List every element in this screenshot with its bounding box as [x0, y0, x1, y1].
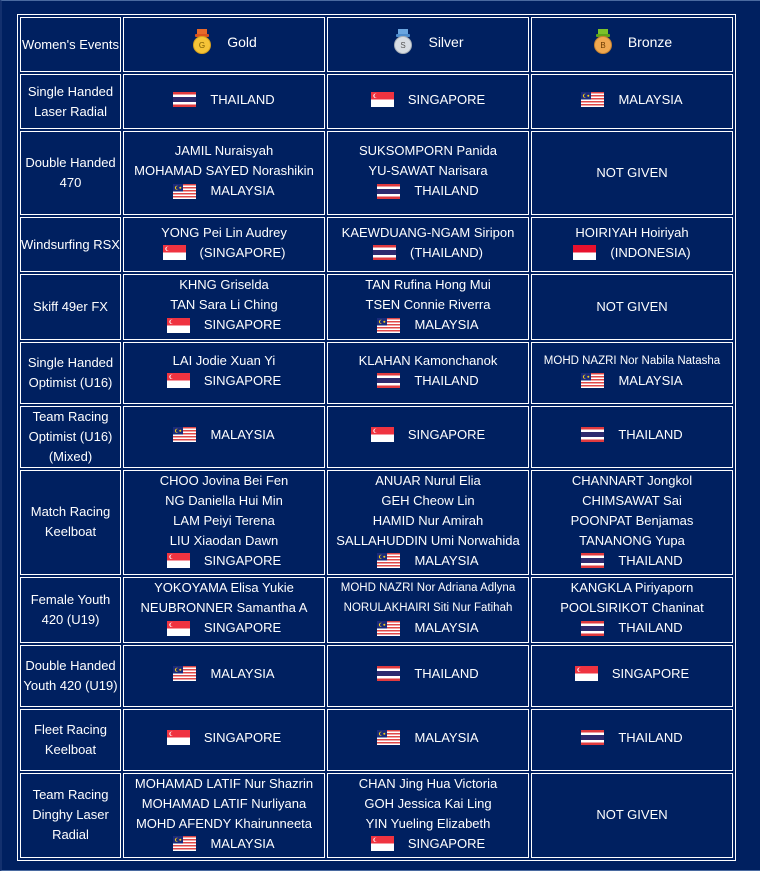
event-row — [20, 645, 733, 707]
bronze-medal-cell — [531, 709, 733, 771]
athlete-name: POONPAT Benjamas — [570, 512, 694, 528]
event-name: Skiff 49er FX — [33, 298, 108, 314]
bronze-medal-icon — [592, 29, 614, 55]
event-name: Single Handed Optimist (U16) — [27, 354, 114, 390]
country-line — [581, 728, 682, 748]
country-line — [377, 664, 478, 684]
bronze-medal-cell — [531, 773, 733, 859]
malaysia-flag-icon — [377, 553, 400, 568]
athlete-name: NG Daniella Hui Min — [165, 492, 283, 508]
silver-medal-cell — [327, 131, 529, 215]
silver-column-header — [327, 17, 529, 72]
country-line — [371, 90, 485, 110]
thailand-flag-icon — [581, 621, 604, 636]
event-name-cell — [20, 645, 121, 707]
event-name-cell — [20, 470, 121, 576]
event-name: Match Racing Keelboat — [30, 504, 111, 540]
bronze-medal-cell — [531, 274, 733, 340]
athlete-name: LAI Jodie Xuan Yi — [172, 352, 276, 368]
athlete-name: JAMIL Nuraisyah — [174, 143, 274, 159]
silver-medal-cell — [327, 217, 529, 272]
bronze-medal-cell — [531, 645, 733, 707]
silver-medal-cell — [327, 645, 529, 707]
athlete-name: KAEWDUANG-NGAM Siripon — [341, 224, 515, 240]
silver-medal-cell — [327, 709, 529, 771]
country-line — [573, 243, 690, 263]
country-name: THAILAND — [414, 372, 479, 388]
silver-medal-icon — [392, 29, 414, 55]
silver-medal-cell — [327, 470, 529, 576]
event-name: Double Handed Youth 420 (U19) — [23, 657, 118, 693]
event-name: Fleet Racing Keelboat — [34, 721, 107, 757]
country-name: MALAYSIA — [414, 620, 479, 635]
thailand-flag-icon — [173, 92, 196, 107]
event-row — [20, 131, 733, 215]
country-line — [173, 664, 274, 684]
singapore-flag-icon — [575, 666, 598, 681]
country-name: MALAYSIA — [618, 91, 683, 107]
country-name: SINGAPORE — [203, 552, 282, 568]
country-name: (THAILAND) — [410, 244, 483, 260]
country-name: MALAYSIA — [210, 665, 275, 681]
medal-table — [17, 14, 736, 861]
athlete-name: ANUAR Nurul Elia — [375, 472, 481, 488]
event-name: Team Racing Optimist (U16) (Mixed) — [28, 408, 113, 464]
athlete-name: TANANONG Yupa — [579, 532, 685, 548]
country-name: SINGAPORE — [203, 372, 282, 388]
country-name: THAILAND — [618, 620, 683, 635]
silver-medal-cell — [327, 74, 529, 129]
athlete-name: SALLAHUDDIN Umi Norwahida — [336, 532, 520, 548]
event-name-cell — [20, 773, 121, 859]
event-name: Windsurfing RSX — [21, 236, 120, 252]
malaysia-flag-icon — [581, 373, 604, 388]
indonesia-flag-icon — [573, 245, 596, 260]
athlete-name: CHANNART Jongkol — [571, 472, 693, 488]
bronze-medal-cell — [531, 470, 733, 576]
singapore-flag-icon — [167, 373, 190, 388]
athlete-name: MOHAMAD SAYED Norashikin — [134, 163, 314, 179]
bronze-medal-cell — [531, 217, 733, 272]
gold-medal-cell — [123, 709, 325, 771]
country-name: MALAYSIA — [210, 183, 275, 199]
athlete-name: TAN Rufina Hong Mui — [365, 277, 491, 292]
gold-medal-cell — [123, 406, 325, 468]
gold-medal-cell — [123, 274, 325, 340]
thailand-flag-icon — [581, 427, 604, 442]
country-line — [575, 664, 689, 684]
athlete-name: LAM Peiyi Terena — [173, 512, 275, 528]
country-name: THAILAND — [618, 729, 683, 745]
event-row — [20, 74, 733, 129]
event-name: Female Youth 420 (U19) — [30, 591, 111, 627]
country-line — [167, 371, 281, 391]
malaysia-flag-icon — [173, 836, 196, 851]
event-name-cell — [20, 217, 121, 272]
bronze-medal-cell — [531, 74, 733, 129]
event-row — [20, 342, 733, 404]
athlete-name: LIU Xiaodan Dawn — [169, 532, 279, 548]
gold-medal-cell — [123, 217, 325, 272]
not-given-label: NOT GIVEN — [596, 165, 668, 180]
country-name: THAILAND — [618, 552, 683, 568]
thailand-flag-icon — [377, 184, 400, 199]
bronze-medal-cell — [531, 577, 733, 643]
malaysia-flag-icon — [377, 730, 400, 745]
country-name: SINGAPORE — [203, 317, 282, 332]
thailand-flag-icon — [377, 666, 400, 681]
country-name: THAILAND — [618, 426, 683, 442]
event-column-label: Women's Events — [22, 36, 119, 52]
country-line — [167, 551, 281, 571]
singapore-flag-icon — [167, 318, 190, 333]
silver-medal-cell — [327, 342, 529, 404]
header-row — [20, 17, 733, 72]
svg-text:G: G — [199, 40, 206, 50]
athlete-name: CHOO Jovina Bei Fen — [159, 472, 289, 488]
athlete-name: TSEN Connie Riverra — [365, 297, 491, 312]
athlete-name: KLAHAN Kamonchanok — [358, 352, 498, 368]
country-name: (INDONESIA) — [610, 244, 691, 260]
country-name: THAILAND — [414, 665, 479, 681]
country-line — [377, 371, 478, 391]
thailand-flag-icon — [581, 553, 604, 568]
event-name: Single Handed Laser Radial — [27, 83, 114, 119]
country-line — [581, 551, 682, 571]
singapore-flag-icon — [371, 836, 394, 851]
thailand-flag-icon — [373, 245, 396, 260]
country-line — [581, 371, 682, 391]
svg-text:B: B — [600, 40, 606, 50]
athlete-name: YOKOYAMA Elisa Yukie — [154, 580, 294, 595]
country-line — [371, 425, 485, 445]
country-name: SINGAPORE — [407, 91, 486, 107]
country-line — [173, 90, 274, 110]
event-row — [20, 470, 733, 576]
gold-medal-cell — [123, 342, 325, 404]
country-line — [173, 834, 274, 854]
bronze-medal-cell — [531, 342, 733, 404]
country-name: MALAYSIA — [414, 317, 479, 332]
singapore-flag-icon — [167, 730, 190, 745]
athlete-name: MOHAMAD LATIF Nur Shazrin — [134, 775, 314, 791]
event-name-cell — [20, 74, 121, 129]
athlete-name: NORULAKHAIRI Siti Nur Fatihah — [343, 602, 513, 614]
singapore-flag-icon — [371, 92, 394, 107]
event-name: Double Handed 470 — [25, 155, 116, 190]
event-name-cell — [20, 274, 121, 340]
country-line — [167, 618, 281, 638]
bronze-column-header — [531, 17, 733, 72]
athlete-name: GOH Jessica Kai Ling — [364, 795, 492, 811]
thailand-flag-icon — [581, 730, 604, 745]
athlete-name: KANGKLA Piriyaporn — [570, 580, 694, 595]
country-name: SINGAPORE — [407, 426, 486, 442]
country-line — [581, 618, 682, 638]
country-name: MALAYSIA — [210, 426, 275, 442]
country-name: SINGAPORE — [203, 729, 282, 745]
malaysia-flag-icon — [173, 427, 196, 442]
country-line — [173, 181, 274, 201]
athlete-name: POOLSIRIKOT Chaninat — [560, 600, 704, 615]
bronze-medal-cell — [531, 406, 733, 468]
bronze-column-label: Bronze — [627, 33, 673, 50]
svg-text:S: S — [400, 40, 407, 50]
athlete-name: SUKSOMPORN Panida — [359, 143, 497, 159]
gold-medal-icon — [191, 29, 213, 55]
gold-column-label: Gold — [227, 33, 257, 50]
country-line — [163, 243, 286, 263]
malaysia-flag-icon — [581, 92, 604, 107]
gold-column-header — [123, 17, 325, 72]
country-line — [377, 551, 478, 571]
country-line — [173, 425, 274, 445]
event-name: Team Racing Dinghy Laser Radial — [32, 787, 109, 843]
singapore-flag-icon — [163, 245, 186, 260]
country-line — [371, 834, 485, 854]
athlete-name: YONG Pei Lin Audrey — [161, 224, 287, 240]
country-line — [581, 90, 682, 110]
silver-medal-cell — [327, 773, 529, 859]
event-name-cell — [20, 131, 121, 215]
singapore-flag-icon — [167, 553, 190, 568]
event-row — [20, 773, 733, 859]
country-name: MALAYSIA — [414, 729, 479, 745]
gold-medal-cell — [123, 577, 325, 643]
athlete-name: NEUBRONNER Samantha A — [140, 600, 308, 615]
athlete-name: MOHD NAZRI Nor Adriana Adlyna — [340, 582, 516, 594]
athlete-name: KHNG Griselda — [179, 277, 269, 292]
athlete-name: YIN Yueling Elizabeth — [365, 815, 491, 831]
athlete-name: TAN Sara Li Ching — [170, 297, 278, 312]
country-line — [373, 243, 483, 263]
athlete-name: HOIRIYAH Hoiriyah — [575, 224, 689, 240]
country-name: MALAYSIA — [618, 372, 683, 388]
country-line — [377, 618, 478, 638]
athlete-name: MOHAMAD LATIF Nurliyana — [141, 795, 307, 811]
athlete-name: GEH Cheow Lin — [381, 492, 475, 508]
athlete-name: MOHD AFENDY Khairunneeta — [135, 815, 313, 831]
country-name: THAILAND — [414, 183, 479, 199]
malaysia-flag-icon — [377, 318, 400, 333]
country-name: MALAYSIA — [414, 552, 479, 568]
country-name: THAILAND — [210, 91, 275, 107]
event-row — [20, 577, 733, 643]
event-column-header — [20, 17, 121, 72]
bronze-medal-cell — [531, 131, 733, 215]
silver-medal-cell — [327, 274, 529, 340]
country-line — [581, 425, 682, 445]
country-line — [167, 728, 281, 748]
gold-medal-cell — [123, 470, 325, 576]
malaysia-flag-icon — [173, 666, 196, 681]
silver-medal-cell — [327, 406, 529, 468]
event-name-cell — [20, 577, 121, 643]
malaysia-flag-icon — [377, 621, 400, 636]
country-name: (SINGAPORE) — [199, 244, 286, 260]
event-name-cell — [20, 406, 121, 468]
country-line — [377, 181, 478, 201]
country-name: SINGAPORE — [407, 835, 486, 851]
event-row — [20, 709, 733, 771]
singapore-flag-icon — [371, 427, 394, 442]
malaysia-flag-icon — [173, 184, 196, 199]
event-row — [20, 406, 733, 468]
country-line — [377, 315, 478, 335]
not-given-label: NOT GIVEN — [596, 807, 668, 823]
country-line — [167, 315, 281, 335]
silver-column-label: Silver — [428, 33, 464, 50]
athlete-name: MOHD NAZRI Nor Nabila Natasha — [543, 354, 721, 367]
event-row — [20, 274, 733, 340]
not-given-label: NOT GIVEN — [596, 298, 668, 314]
athlete-name: CHAN Jing Hua Victoria — [358, 775, 498, 791]
event-row — [20, 217, 733, 272]
gold-medal-cell — [123, 773, 325, 859]
thailand-flag-icon — [377, 373, 400, 388]
singapore-flag-icon — [167, 621, 190, 636]
silver-medal-cell — [327, 577, 529, 643]
gold-medal-cell — [123, 645, 325, 707]
athlete-name: CHIMSAWAT Sai — [582, 492, 682, 508]
country-name: SINGAPORE — [203, 620, 282, 635]
country-name: SINGAPORE — [611, 665, 690, 681]
event-name-cell — [20, 709, 121, 771]
country-line — [377, 728, 478, 748]
athlete-name: HAMID Nur Amirah — [372, 512, 484, 528]
event-name-cell — [20, 342, 121, 404]
gold-medal-cell — [123, 74, 325, 129]
athlete-name: YU-SAWAT Narisara — [368, 163, 488, 179]
gold-medal-cell — [123, 131, 325, 215]
country-name: MALAYSIA — [210, 835, 275, 851]
